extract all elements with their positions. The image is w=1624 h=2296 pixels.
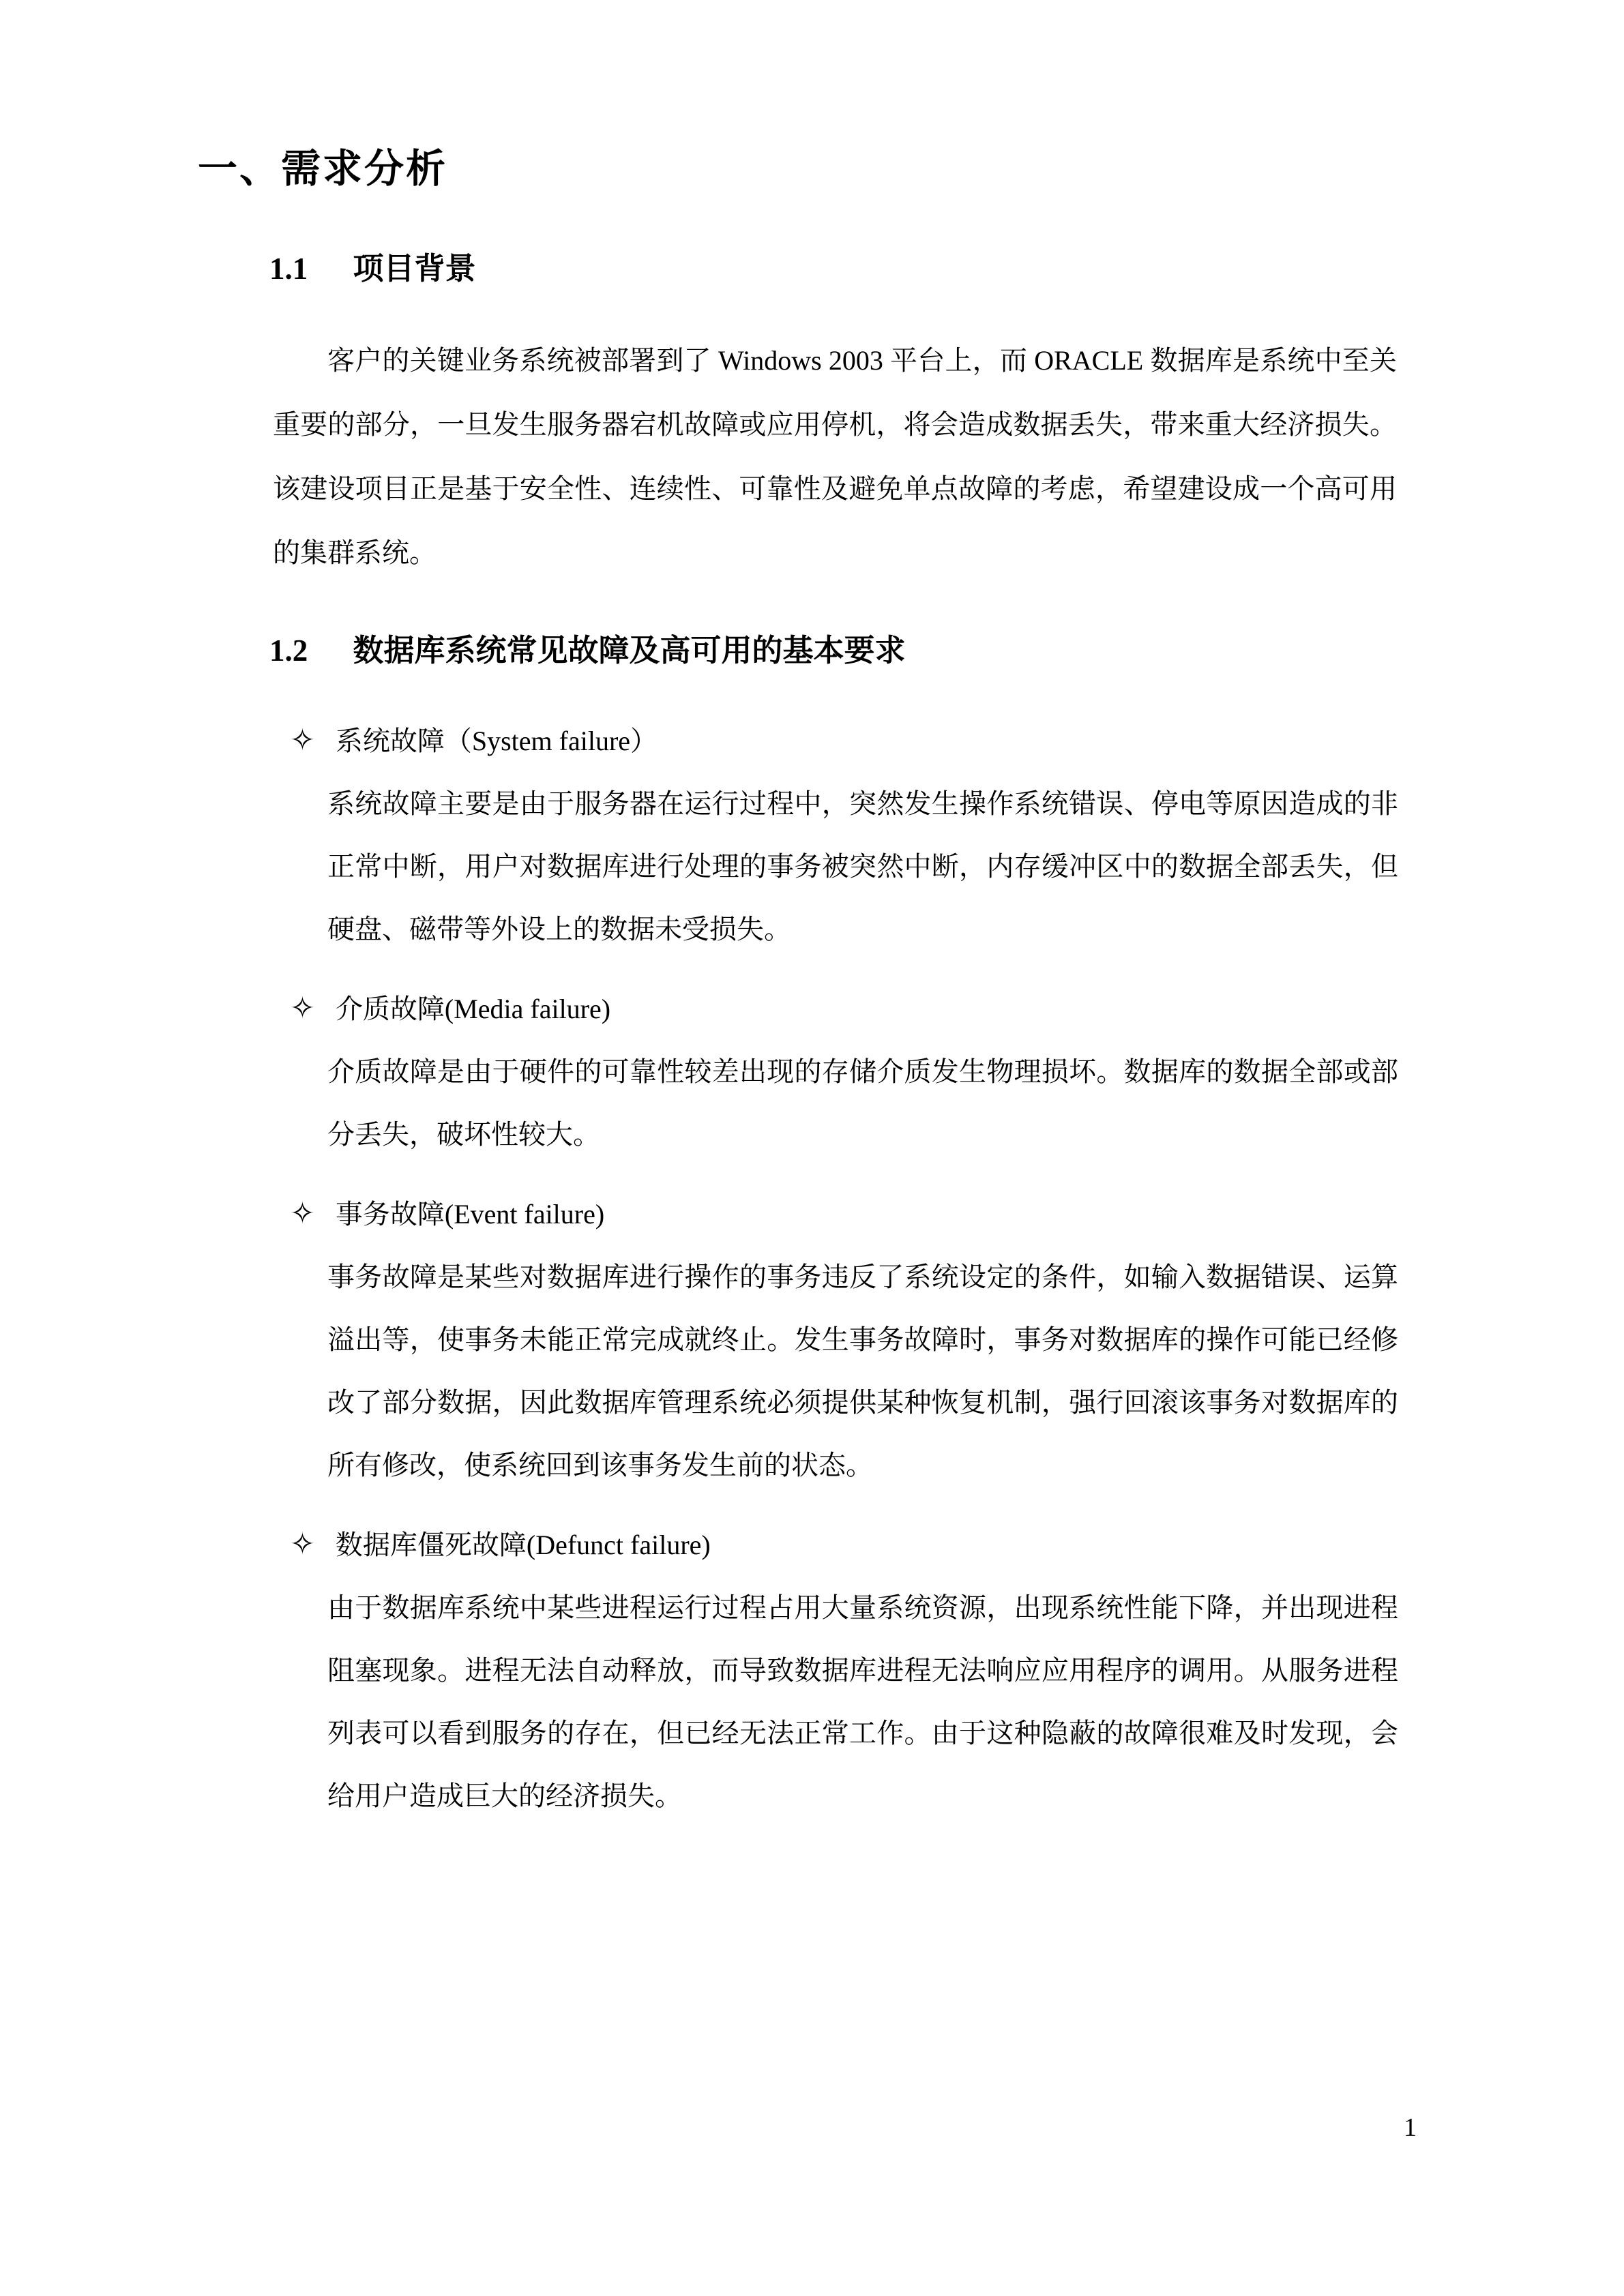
bullet-body-text: 系统故障主要是由于服务器在运行过程中，突然发生操作系统错误、停电等原因造成的非正常中断，用户对数据库进行处理的事务被突然中断，内存缓冲区中的数据全部丢失，但硬盘、磁带等外设上的数据未受损失。	[327, 788, 1398, 944]
bullet-label	[290, 709, 1398, 773]
chapter-title: 一、需求分析	[198, 147, 448, 191]
bullet-label-text: 事务故障(Event failure)	[335, 1199, 605, 1229]
bullet-label-text: 数据库僵死故障(Defunct failure)	[335, 1530, 711, 1560]
section-1-1-heading	[269, 250, 476, 288]
section-1-1-number: 1.1	[269, 252, 308, 286]
bullet-item-defunct-failure	[273, 1513, 1398, 1828]
bullet-body-text: 介质故障是由于硬件的可靠性较差出现的存储介质发生物理损坏。数据库的数据全部或部分丢失，破坏性较大。	[327, 1056, 1398, 1150]
section-1-2-heading	[269, 631, 906, 670]
project-background-paragraph: 客户的关键业务系统被部署到了 Windows 2003 平台上，而 ORACLE 数据库是系统中至关重要的部分，一旦发生服务器宕机故障或应用停机，将会造成数据丢失，带来重大经济损失。该建设项目正是基于安全性、连续性、可靠性及避免单点故障的考虑，希望建设成一个高可用的集群系统。	[273, 345, 1397, 568]
bullet-item-media-failure	[273, 977, 1398, 1166]
page-number: 1	[1404, 2113, 1417, 2142]
diamond-bullet-icon: ✧	[290, 723, 315, 758]
section-1-2-title: 数据库系统常见故障及高可用的基本要求	[353, 633, 906, 668]
bullet-label	[290, 977, 1398, 1041]
section-1-1-title: 项目背景	[353, 252, 476, 286]
bullet-label-text: 介质故障(Media failure)	[335, 994, 611, 1024]
bullet-label	[290, 1513, 1398, 1577]
bullet-label-text: 系统故障（System failure）	[335, 726, 658, 756]
bullet-body-text: 由于数据库系统中某些进程运行过程占用大量系统资源，出现系统性能下降，并出现进程阻塞现象。进程无法自动释放，而导致数据库进程无法响应应用程序的调用。从服务进程列表可以看到服务的存在，但已经无法正常工作。由于这种隐蔽的故障很难及时发现，会给用户造成巨大的经济损失。	[327, 1592, 1398, 1811]
bullet-item-system-failure	[273, 709, 1398, 961]
diamond-bullet-icon: ✧	[290, 1196, 315, 1231]
bullet-body-text: 事务故障是某些对数据库进行操作的事务违反了系统设定的条件，如输入数据错误、运算溢出等，使事务未能正常完成就终止。发生事务故障时，事务对数据库的操作可能已经修改了部分数据，因此数据库管理系统必须提供某种恢复机制，强行回滚该事务对数据库的所有修改，使系统回到该事务发生前的状态。	[327, 1262, 1398, 1480]
diamond-bullet-icon: ✧	[290, 991, 315, 1026]
failure-bullet-list	[273, 709, 1398, 1828]
section-1-2-number: 1.2	[269, 633, 308, 668]
bullet-item-event-failure	[273, 1182, 1398, 1497]
diamond-bullet-icon: ✧	[290, 1527, 315, 1562]
bullet-label	[290, 1182, 1398, 1246]
